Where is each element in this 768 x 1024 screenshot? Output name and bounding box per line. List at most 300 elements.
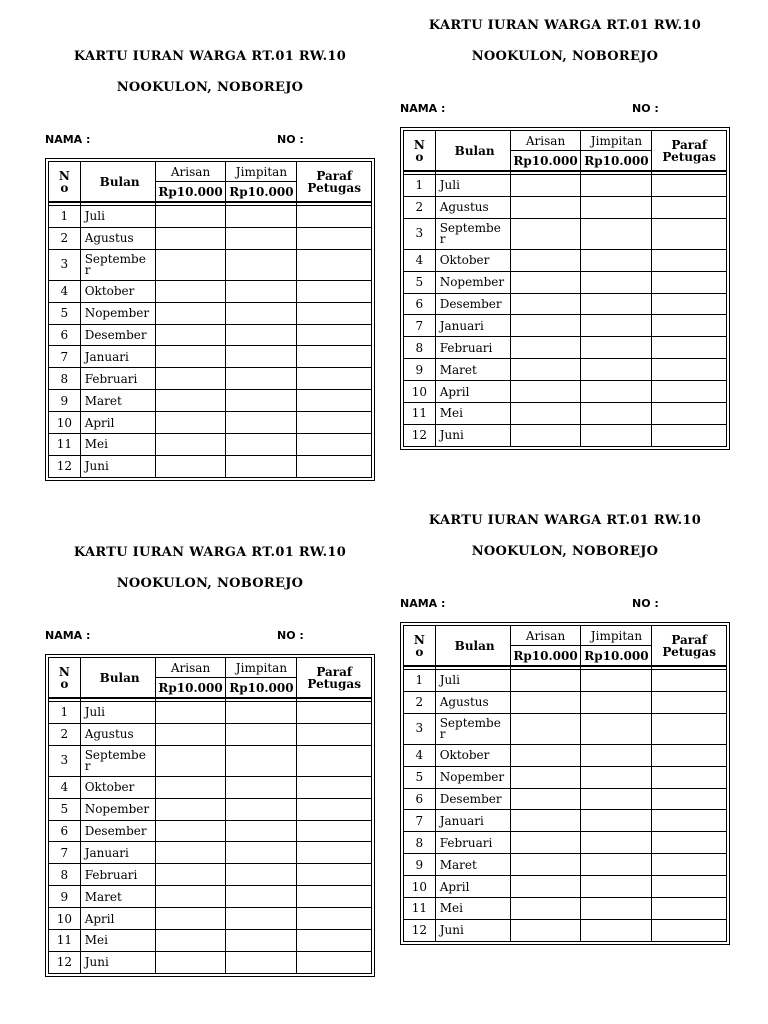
jimpitan-cell[interactable] bbox=[581, 196, 652, 218]
paraf-cell[interactable] bbox=[652, 337, 727, 359]
row-month: Septembe r bbox=[435, 218, 510, 249]
row-number: 1 bbox=[404, 175, 436, 197]
jimpitan-cell[interactable] bbox=[226, 842, 297, 864]
arisan-cell[interactable] bbox=[155, 280, 226, 302]
paraf-cell[interactable] bbox=[297, 346, 372, 368]
jimpitan-cell[interactable] bbox=[581, 898, 652, 920]
paraf-cell[interactable] bbox=[652, 403, 727, 425]
table-row bbox=[404, 337, 727, 359]
paraf-cell[interactable] bbox=[297, 745, 372, 776]
jimpitan-cell[interactable] bbox=[226, 745, 297, 776]
paraf-cell[interactable] bbox=[297, 723, 372, 745]
row-month: Maret bbox=[80, 886, 155, 908]
table-row bbox=[49, 249, 372, 280]
header-jimpitan: Jimpitan bbox=[581, 626, 652, 646]
row-month: Januari bbox=[80, 842, 155, 864]
row-number: 1 bbox=[404, 670, 436, 692]
table-row bbox=[49, 798, 372, 820]
jimpitan-cell[interactable] bbox=[581, 744, 652, 766]
arisan-cell[interactable] bbox=[155, 368, 226, 390]
row-month: Juli bbox=[80, 702, 155, 724]
row-month: Februari bbox=[435, 832, 510, 854]
jimpitan-cell[interactable] bbox=[581, 788, 652, 810]
paraf-cell[interactable] bbox=[652, 919, 727, 941]
card-title: KARTU IURAN WARGA RT.01 RW.10 bbox=[73, 49, 347, 64]
table-row bbox=[404, 713, 727, 744]
paraf-cell[interactable] bbox=[297, 798, 372, 820]
paraf-cell[interactable] bbox=[652, 744, 727, 766]
arisan-cell[interactable] bbox=[155, 723, 226, 745]
arisan-cell[interactable] bbox=[155, 798, 226, 820]
row-month: Juli bbox=[435, 670, 510, 692]
paraf-cell[interactable] bbox=[652, 381, 727, 403]
card-subtitle: NOOKULON, NOBOREJO bbox=[471, 49, 659, 64]
paraf-cell[interactable] bbox=[652, 315, 727, 337]
row-month: Oktober bbox=[80, 280, 155, 302]
row-number: 3 bbox=[404, 713, 436, 744]
table-row bbox=[404, 249, 727, 271]
row-month: Mei bbox=[80, 930, 155, 952]
card-title: KARTU IURAN WARGA RT.01 RW.10 bbox=[428, 513, 702, 528]
table-row bbox=[49, 951, 372, 973]
card-title: KARTU IURAN WARGA RT.01 RW.10 bbox=[73, 545, 347, 560]
header-arisan: Arisan bbox=[155, 658, 226, 678]
paraf-cell[interactable] bbox=[297, 930, 372, 952]
arisan-cell[interactable] bbox=[510, 424, 581, 446]
row-number: 12 bbox=[404, 919, 436, 941]
jimpitan-cell[interactable] bbox=[226, 412, 297, 434]
table-row bbox=[404, 810, 727, 832]
jimpitan-cell[interactable] bbox=[581, 670, 652, 692]
table-row bbox=[49, 842, 372, 864]
paraf-cell[interactable] bbox=[297, 434, 372, 456]
paraf-cell[interactable] bbox=[297, 280, 372, 302]
no-label: NO : bbox=[277, 133, 304, 146]
paraf-cell[interactable] bbox=[652, 810, 727, 832]
arisan-cell[interactable] bbox=[510, 713, 581, 744]
table-row bbox=[404, 898, 727, 920]
header-jimpitan: Jimpitan bbox=[581, 131, 652, 151]
row-number: 4 bbox=[49, 776, 81, 798]
header-no: N o bbox=[49, 162, 81, 203]
jimpitan-amount: Rp10.000 bbox=[581, 646, 652, 667]
jimpitan-cell[interactable] bbox=[581, 249, 652, 271]
arisan-cell[interactable] bbox=[510, 359, 581, 381]
row-month: Mei bbox=[80, 434, 155, 456]
no-label: NO : bbox=[632, 102, 659, 115]
jimpitan-cell[interactable] bbox=[226, 886, 297, 908]
paraf-cell[interactable] bbox=[297, 412, 372, 434]
table-row bbox=[49, 324, 372, 346]
card-subtitle: NOOKULON, NOBOREJO bbox=[471, 544, 659, 559]
jimpitan-cell[interactable] bbox=[226, 249, 297, 280]
table-row bbox=[49, 455, 372, 477]
paraf-cell[interactable] bbox=[652, 293, 727, 315]
row-month: Juni bbox=[80, 951, 155, 973]
header-jimpitan: Jimpitan bbox=[226, 658, 297, 678]
row-month: Mei bbox=[435, 898, 510, 920]
row-number: 6 bbox=[404, 788, 436, 810]
card-subtitle: NOOKULON, NOBOREJO bbox=[116, 80, 304, 95]
table-row bbox=[49, 227, 372, 249]
row-number: 5 bbox=[404, 271, 436, 293]
row-month: Januari bbox=[435, 315, 510, 337]
arisan-cell[interactable] bbox=[155, 776, 226, 798]
row-number: 7 bbox=[404, 810, 436, 832]
header-bulan: Bulan bbox=[435, 626, 510, 667]
arisan-cell[interactable] bbox=[155, 930, 226, 952]
row-number: 12 bbox=[49, 951, 81, 973]
table-row bbox=[404, 196, 727, 218]
row-month: Septembe r bbox=[80, 249, 155, 280]
row-month: Desember bbox=[80, 820, 155, 842]
paraf-cell[interactable] bbox=[297, 842, 372, 864]
arisan-cell[interactable] bbox=[510, 919, 581, 941]
paraf-cell[interactable] bbox=[652, 670, 727, 692]
paraf-cell[interactable] bbox=[297, 455, 372, 477]
table-row bbox=[404, 381, 727, 403]
row-month: April bbox=[435, 876, 510, 898]
arisan-cell[interactable] bbox=[155, 249, 226, 280]
row-month: Oktober bbox=[435, 249, 510, 271]
paraf-cell[interactable] bbox=[297, 702, 372, 724]
row-month: Juni bbox=[80, 455, 155, 477]
row-number: 5 bbox=[49, 302, 81, 324]
paraf-cell[interactable] bbox=[652, 359, 727, 381]
row-number: 1 bbox=[49, 702, 81, 724]
jimpitan-cell[interactable] bbox=[226, 864, 297, 886]
row-month: Nopember bbox=[80, 798, 155, 820]
table-row bbox=[49, 723, 372, 745]
card-title: KARTU IURAN WARGA RT.01 RW.10 bbox=[428, 18, 702, 33]
table-row bbox=[49, 368, 372, 390]
row-number: 9 bbox=[49, 886, 81, 908]
arisan-cell[interactable] bbox=[510, 337, 581, 359]
table-row bbox=[49, 702, 372, 724]
arisan-cell[interactable] bbox=[155, 951, 226, 973]
jimpitan-cell[interactable] bbox=[226, 930, 297, 952]
table-row bbox=[404, 424, 727, 446]
jimpitan-cell[interactable] bbox=[581, 175, 652, 197]
row-month: April bbox=[80, 908, 155, 930]
jimpitan-cell[interactable] bbox=[581, 381, 652, 403]
row-month: Juli bbox=[80, 206, 155, 228]
row-number: 8 bbox=[49, 864, 81, 886]
paraf-cell[interactable] bbox=[297, 206, 372, 228]
arisan-cell[interactable] bbox=[155, 324, 226, 346]
row-number: 9 bbox=[404, 854, 436, 876]
jimpitan-cell[interactable] bbox=[581, 218, 652, 249]
arisan-cell[interactable] bbox=[510, 898, 581, 920]
paraf-cell[interactable] bbox=[297, 820, 372, 842]
paraf-cell[interactable] bbox=[652, 249, 727, 271]
payment-table-frame bbox=[45, 654, 375, 977]
arisan-cell[interactable] bbox=[510, 810, 581, 832]
arisan-cell[interactable] bbox=[155, 227, 226, 249]
row-month: Februari bbox=[435, 337, 510, 359]
jimpitan-cell[interactable] bbox=[581, 424, 652, 446]
jimpitan-cell[interactable] bbox=[226, 368, 297, 390]
table-row bbox=[404, 315, 727, 337]
jimpitan-cell[interactable] bbox=[581, 315, 652, 337]
row-number: 10 bbox=[49, 412, 81, 434]
jimpitan-amount: Rp10.000 bbox=[581, 151, 652, 172]
row-month: Mei bbox=[435, 403, 510, 425]
paraf-cell[interactable] bbox=[297, 227, 372, 249]
row-month: Nopember bbox=[435, 766, 510, 788]
paraf-cell[interactable] bbox=[652, 271, 727, 293]
nama-label: NAMA : bbox=[400, 102, 446, 115]
jimpitan-cell[interactable] bbox=[581, 271, 652, 293]
jimpitan-cell[interactable] bbox=[226, 227, 297, 249]
paraf-cell[interactable] bbox=[652, 218, 727, 249]
jimpitan-cell[interactable] bbox=[581, 293, 652, 315]
paraf-cell[interactable] bbox=[652, 766, 727, 788]
jimpitan-cell[interactable] bbox=[226, 390, 297, 412]
jimpitan-cell[interactable] bbox=[226, 455, 297, 477]
header-row bbox=[404, 131, 727, 151]
row-number: 6 bbox=[49, 324, 81, 346]
arisan-cell[interactable] bbox=[155, 820, 226, 842]
table-row bbox=[49, 745, 372, 776]
paraf-cell[interactable] bbox=[652, 898, 727, 920]
arisan-cell[interactable] bbox=[510, 876, 581, 898]
row-number: 2 bbox=[404, 691, 436, 713]
jimpitan-cell[interactable] bbox=[226, 206, 297, 228]
row-month: Agustus bbox=[80, 227, 155, 249]
row-number: 6 bbox=[404, 293, 436, 315]
row-month: Agustus bbox=[435, 691, 510, 713]
arisan-cell[interactable] bbox=[155, 745, 226, 776]
paraf-cell[interactable] bbox=[297, 390, 372, 412]
paraf-cell[interactable] bbox=[652, 854, 727, 876]
paraf-cell[interactable] bbox=[652, 788, 727, 810]
header-arisan: Arisan bbox=[510, 131, 581, 151]
jimpitan-cell[interactable] bbox=[226, 434, 297, 456]
row-number: 7 bbox=[404, 315, 436, 337]
header-row bbox=[49, 658, 372, 678]
jimpitan-cell[interactable] bbox=[581, 337, 652, 359]
no-label: NO : bbox=[277, 629, 304, 642]
arisan-cell[interactable] bbox=[155, 412, 226, 434]
paraf-cell[interactable] bbox=[652, 691, 727, 713]
row-number: 8 bbox=[404, 832, 436, 854]
arisan-cell[interactable] bbox=[155, 702, 226, 724]
paraf-cell[interactable] bbox=[652, 832, 727, 854]
table-row bbox=[49, 776, 372, 798]
jimpitan-cell[interactable] bbox=[226, 280, 297, 302]
row-number: 8 bbox=[404, 337, 436, 359]
paraf-cell[interactable] bbox=[652, 876, 727, 898]
row-number: 8 bbox=[49, 368, 81, 390]
arisan-cell[interactable] bbox=[155, 886, 226, 908]
arisan-cell[interactable] bbox=[510, 691, 581, 713]
paraf-cell[interactable] bbox=[297, 864, 372, 886]
paraf-cell[interactable] bbox=[297, 302, 372, 324]
table-row bbox=[49, 864, 372, 886]
jimpitan-cell[interactable] bbox=[581, 854, 652, 876]
paraf-cell[interactable] bbox=[297, 324, 372, 346]
row-number: 11 bbox=[404, 403, 436, 425]
arisan-cell[interactable] bbox=[510, 788, 581, 810]
arisan-cell[interactable] bbox=[155, 346, 226, 368]
paraf-cell[interactable] bbox=[297, 776, 372, 798]
row-month: Oktober bbox=[80, 776, 155, 798]
arisan-cell[interactable] bbox=[510, 218, 581, 249]
table-row bbox=[404, 670, 727, 692]
paraf-cell[interactable] bbox=[652, 713, 727, 744]
row-month: Septembe r bbox=[435, 713, 510, 744]
header-row bbox=[404, 626, 727, 646]
arisan-cell[interactable] bbox=[510, 854, 581, 876]
table-row bbox=[404, 359, 727, 381]
arisan-cell[interactable] bbox=[510, 293, 581, 315]
table-row bbox=[49, 434, 372, 456]
paraf-cell[interactable] bbox=[652, 424, 727, 446]
row-month: Desember bbox=[435, 788, 510, 810]
nama-label: NAMA : bbox=[45, 629, 91, 642]
arisan-cell[interactable] bbox=[155, 206, 226, 228]
jimpitan-cell[interactable] bbox=[581, 766, 652, 788]
jimpitan-amount: Rp10.000 bbox=[226, 678, 297, 699]
arisan-cell[interactable] bbox=[155, 455, 226, 477]
row-number: 10 bbox=[49, 908, 81, 930]
paraf-cell[interactable] bbox=[297, 249, 372, 280]
row-month: Nopember bbox=[80, 302, 155, 324]
nama-label: NAMA : bbox=[400, 597, 446, 610]
row-number: 7 bbox=[49, 346, 81, 368]
paraf-cell[interactable] bbox=[652, 175, 727, 197]
header-paraf-petugas: Paraf Petugas bbox=[652, 626, 727, 667]
row-number: 11 bbox=[49, 930, 81, 952]
arisan-cell[interactable] bbox=[510, 175, 581, 197]
table-row bbox=[404, 293, 727, 315]
row-number: 11 bbox=[49, 434, 81, 456]
table-row bbox=[49, 930, 372, 952]
jimpitan-cell[interactable] bbox=[581, 919, 652, 941]
card-subtitle: NOOKULON, NOBOREJO bbox=[116, 576, 304, 591]
row-number: 9 bbox=[404, 359, 436, 381]
arisan-cell[interactable] bbox=[510, 196, 581, 218]
row-month: Januari bbox=[80, 346, 155, 368]
row-number: 3 bbox=[404, 218, 436, 249]
table-row bbox=[404, 766, 727, 788]
arisan-cell[interactable] bbox=[155, 302, 226, 324]
arisan-amount: Rp10.000 bbox=[510, 646, 581, 667]
row-month: Februari bbox=[80, 368, 155, 390]
payment-table bbox=[403, 130, 727, 447]
payment-table-frame bbox=[45, 158, 375, 481]
row-number: 3 bbox=[49, 249, 81, 280]
payment-table bbox=[403, 625, 727, 942]
jimpitan-cell[interactable] bbox=[226, 908, 297, 930]
jimpitan-cell[interactable] bbox=[226, 302, 297, 324]
paraf-cell[interactable] bbox=[297, 368, 372, 390]
row-number: 11 bbox=[404, 898, 436, 920]
row-month: Juni bbox=[435, 424, 510, 446]
jimpitan-cell[interactable] bbox=[226, 723, 297, 745]
jimpitan-cell[interactable] bbox=[226, 951, 297, 973]
jimpitan-cell[interactable] bbox=[581, 832, 652, 854]
row-month: Desember bbox=[80, 324, 155, 346]
arisan-cell[interactable] bbox=[155, 908, 226, 930]
header-bulan: Bulan bbox=[80, 658, 155, 699]
row-month: Juli bbox=[435, 175, 510, 197]
row-number: 2 bbox=[404, 196, 436, 218]
jimpitan-cell[interactable] bbox=[226, 776, 297, 798]
arisan-cell[interactable] bbox=[510, 381, 581, 403]
nama-label: NAMA : bbox=[45, 133, 91, 146]
header-row bbox=[49, 162, 372, 182]
arisan-cell[interactable] bbox=[510, 403, 581, 425]
jimpitan-cell[interactable] bbox=[226, 798, 297, 820]
arisan-cell[interactable] bbox=[510, 766, 581, 788]
arisan-cell[interactable] bbox=[510, 315, 581, 337]
arisan-cell[interactable] bbox=[510, 832, 581, 854]
jimpitan-cell[interactable] bbox=[226, 324, 297, 346]
arisan-cell[interactable] bbox=[510, 670, 581, 692]
arisan-cell[interactable] bbox=[155, 390, 226, 412]
header-bulan: Bulan bbox=[435, 131, 510, 172]
table-row bbox=[404, 876, 727, 898]
table-row bbox=[49, 346, 372, 368]
paraf-cell[interactable] bbox=[297, 908, 372, 930]
arisan-cell[interactable] bbox=[155, 842, 226, 864]
jimpitan-cell[interactable] bbox=[581, 403, 652, 425]
arisan-cell[interactable] bbox=[155, 434, 226, 456]
header-arisan: Arisan bbox=[155, 162, 226, 182]
paraf-cell[interactable] bbox=[652, 196, 727, 218]
table-row bbox=[404, 218, 727, 249]
row-number: 10 bbox=[404, 876, 436, 898]
jimpitan-cell[interactable] bbox=[226, 820, 297, 842]
table-row bbox=[49, 280, 372, 302]
table-row bbox=[404, 271, 727, 293]
table-row bbox=[404, 744, 727, 766]
row-month: April bbox=[435, 381, 510, 403]
jimpitan-cell[interactable] bbox=[226, 702, 297, 724]
jimpitan-cell[interactable] bbox=[581, 810, 652, 832]
arisan-cell[interactable] bbox=[510, 249, 581, 271]
row-month: Maret bbox=[435, 854, 510, 876]
arisan-cell[interactable] bbox=[155, 864, 226, 886]
jimpitan-cell[interactable] bbox=[581, 691, 652, 713]
paraf-cell[interactable] bbox=[297, 951, 372, 973]
header-jimpitan: Jimpitan bbox=[226, 162, 297, 182]
header-no: N o bbox=[404, 626, 436, 667]
table-row bbox=[404, 691, 727, 713]
table-row bbox=[49, 302, 372, 324]
row-month: Maret bbox=[435, 359, 510, 381]
jimpitan-cell[interactable] bbox=[581, 713, 652, 744]
header-arisan: Arisan bbox=[510, 626, 581, 646]
arisan-cell[interactable] bbox=[510, 271, 581, 293]
header-bulan: Bulan bbox=[80, 162, 155, 203]
header-paraf-petugas: Paraf Petugas bbox=[297, 658, 372, 699]
jimpitan-cell[interactable] bbox=[581, 876, 652, 898]
jimpitan-cell[interactable] bbox=[581, 359, 652, 381]
row-month: Septembe r bbox=[80, 745, 155, 776]
paraf-cell[interactable] bbox=[297, 886, 372, 908]
jimpitan-cell[interactable] bbox=[226, 346, 297, 368]
table-row bbox=[404, 832, 727, 854]
arisan-cell[interactable] bbox=[510, 744, 581, 766]
row-number: 1 bbox=[49, 206, 81, 228]
arisan-amount: Rp10.000 bbox=[510, 151, 581, 172]
header-paraf-petugas: Paraf Petugas bbox=[297, 162, 372, 203]
table-row bbox=[404, 403, 727, 425]
table-row bbox=[404, 919, 727, 941]
